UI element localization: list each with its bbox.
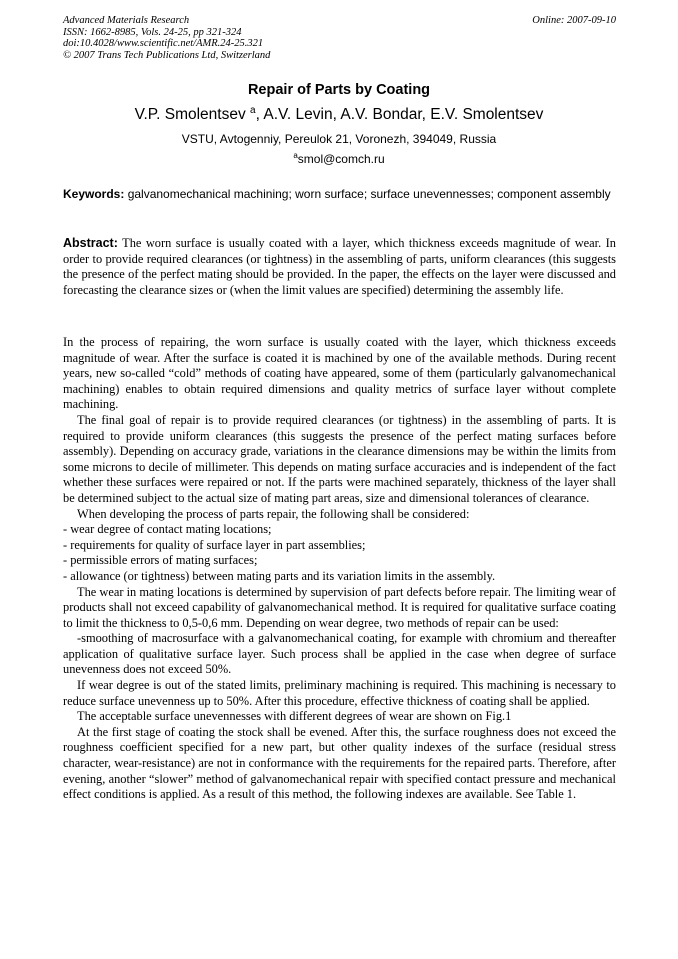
paragraph-1: In the process of repairing, the worn surface is usually coated with the layer, which thickness exceeds magnitude of wear. After the surface is coated it is machined by one of the available methods. During recent years, new so-called “cold” methods of coating have appeared, some of them (particularly galvanomechanical machining) enables to obtain required dimensions and quality metrics of surface layer without complete machining. — [63, 335, 616, 412]
abstract-label: Abstract: — [63, 236, 118, 250]
list-item: - permissible errors of mating surfaces; — [63, 553, 258, 568]
journal-name: Advanced Materials Research — [63, 15, 190, 26]
affiliation: VSTU, Avtogenniy, Pereulok 21, Voronezh, 394049, Russia — [181, 132, 497, 146]
online-date: Online: 2007-09-10 — [532, 15, 616, 26]
other-authors: , A.V. Levin, A.V. Bondar, E.V. Smolentsev — [255, 106, 544, 123]
list-item: - wear degree of contact mating locations; — [63, 522, 272, 537]
paragraph-7: The acceptable surface unevennesses with different degrees of wear are shown on Fig.1 — [77, 709, 512, 724]
abstract — [63, 236, 616, 298]
author-superscript: a — [250, 105, 256, 116]
keywords — [63, 187, 616, 201]
list-item: - requirements for quality of surface layer in part assemblies; — [63, 537, 366, 552]
keywords-text: galvanomechanical machining; worn surface; surface unevennesses; component assembly — [124, 187, 611, 201]
list-item: - allowance (or tightness) between mating parts and its variation limits in the assembly. — [63, 568, 496, 583]
journal-doi: doi:10.4028/www.scientific.net/AMR.24-25.321 — [63, 38, 264, 49]
paragraph-2: The final goal of repair is to provide required clearances (or tightness) in the assembling of parts. It is required to provide uniform clearances (this suggests the presence of the perfect mating surfaces before assembly). Depending on accuracy grade, variations in the clearance dimensions may be within the limits from some microns to decile of millimeter. This depends on mating surface accuracies and is independent of the fact whether these surfaces were repaired or not. If the parts were machined separately, thickness of the layer shall be determined subject to the actual size of mating part areas, size and dimensional tolerances of clearance. — [63, 412, 616, 505]
first-author: V.P. Smolentsev — [134, 106, 246, 123]
body-text — [63, 335, 616, 803]
keywords-label: Keywords: — [63, 187, 125, 201]
paragraph-8: At the first stage of coating the stock shall be evened. After this, the surface roughness does not exceed the roughness coefficient specified for a new part, but other quality indexes of the surface (residual stress character, wear-resistance) are not in conformance with the requirements for the repaired parts. Therefore, after evening, another “slower” method of galvanomechanical repair with specified contact pressure and mechanical effect conditions is applied. As a result of this method, the following indexes are available. See Table 1. — [63, 724, 616, 802]
journal-issn: ISSN: 1662-8985, Vols. 24-25, pp 321-324 — [63, 26, 242, 38]
paragraph-5: -smoothing of macrosurface with a galvanomechanical coating, for example with chromium and thereafter application of qualitative surface layer. Such process shall be applied in the case when degree of surface unevenness does not exceed 50%. — [63, 631, 616, 677]
paragraph-6: If wear degree is out of the stated limits, preliminary machining is required. This machining is necessary to reduce surface unevenness up to 50%. After this procedure, effective thickness of coating shall be applied. — [63, 678, 616, 708]
paragraph-3: When developing the process of parts repair, the following shall be considered: — [77, 506, 470, 521]
paragraph-4: The wear in mating locations is determined by supervision of part defects before repair. The limiting wear of products shall not exceed capability of galvanomechanical method. It is required for qualitative surface coating to limit the thickness to 0,5-0,6 mm. Depending on wear degree, two methods of repair can be used: — [63, 584, 616, 630]
journal-copyright: © 2007 Trans Tech Publications Ltd, Switzerland — [63, 49, 271, 61]
email-superscript: a — [293, 151, 298, 160]
journal-header — [63, 15, 616, 61]
email-address: smol@comch.ru — [297, 152, 385, 166]
paper-title: Repair of Parts by Coating — [247, 82, 431, 98]
abstract-text: The worn surface is usually coated with a layer, which thickness exceeds magnitude of wear. In order to provide required clearances (or tightness) in the assembling of parts, uniform clearances (this suggests the presence of the perfect mating should be provided. In the paper, the effects on the layer were discussed and forecasting the clearance sizes or (when the limit values are specified) determining the assembly life. — [63, 236, 616, 297]
author-list — [0, 105, 678, 124]
author-email — [0, 151, 678, 166]
